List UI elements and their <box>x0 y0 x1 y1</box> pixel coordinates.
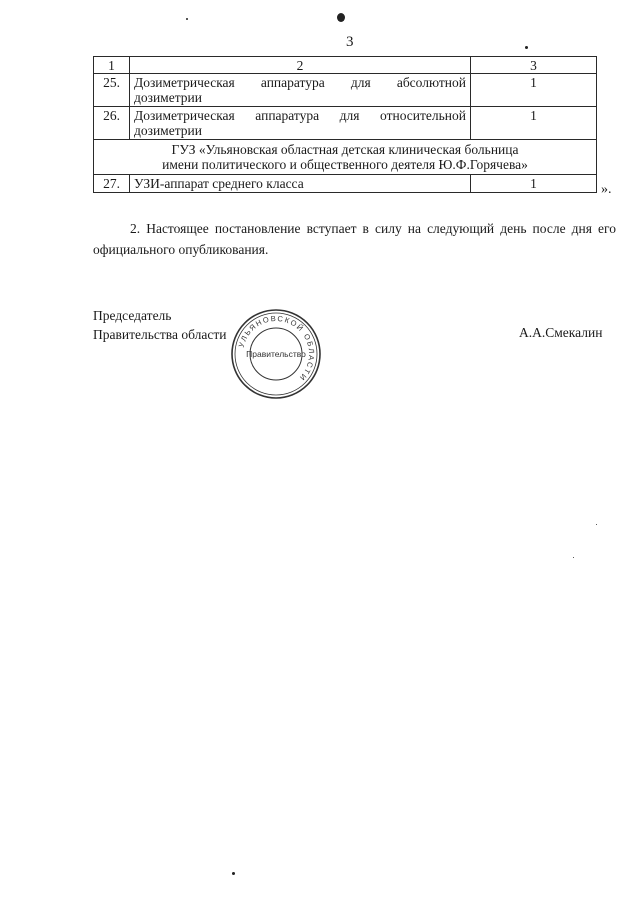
signatory-title-line: Правительства области <box>93 327 227 342</box>
equipment-name: Дозиметрическая аппаратура для абсолютной дозиметрии <box>130 74 471 107</box>
page-number: 3 <box>346 34 354 50</box>
row-number: 25. <box>94 74 130 107</box>
equipment-name: УЗИ-аппарат среднего класса <box>130 175 471 193</box>
scan-speck <box>573 557 574 558</box>
table-header-cell: 3 <box>471 57 597 74</box>
organization-cell <box>94 140 597 175</box>
organization-row <box>94 140 597 175</box>
body-paragraph: 2. Настоящее постановление вступает в силу на следующий день после дня его официального опубликования. <box>93 221 616 257</box>
official-seal-icon <box>230 308 322 400</box>
equipment-quantity: 1 <box>471 175 597 193</box>
table-row <box>94 175 597 193</box>
table-header-row <box>94 57 597 74</box>
scan-speck <box>525 46 528 49</box>
signatory-title <box>93 306 226 344</box>
table-row <box>94 74 597 107</box>
row-number: 27. <box>94 175 130 193</box>
scan-speck <box>596 524 597 525</box>
organization-line: имени политического и общественного деятеля Ю.Ф.Горячева» <box>162 157 528 172</box>
scan-speck <box>232 872 235 875</box>
table-row <box>94 107 597 140</box>
equipment-table <box>93 56 597 193</box>
row-number: 26. <box>94 107 130 140</box>
closing-quote: ». <box>601 182 612 197</box>
seal-center-text: Правительство <box>246 349 306 359</box>
signatory-title-line: Председатель <box>93 308 172 323</box>
equipment-quantity: 1 <box>471 74 597 107</box>
seal-ring-text: УЛЬЯНОВСКОЙ ОБЛАСТИ <box>236 313 317 384</box>
scan-speck <box>337 13 345 22</box>
scan-speck <box>186 18 188 20</box>
equipment-quantity: 1 <box>471 107 597 140</box>
equipment-name: Дозиметрическая аппаратура для относительной дозиметрии <box>130 107 471 140</box>
table-header-cell: 2 <box>130 57 471 74</box>
organization-line: ГУЗ «Ульяновская областная детская клиническая больница <box>171 142 519 157</box>
table-header-cell: 1 <box>94 57 130 74</box>
signatory-name: А.А.Смекалин <box>519 325 603 340</box>
